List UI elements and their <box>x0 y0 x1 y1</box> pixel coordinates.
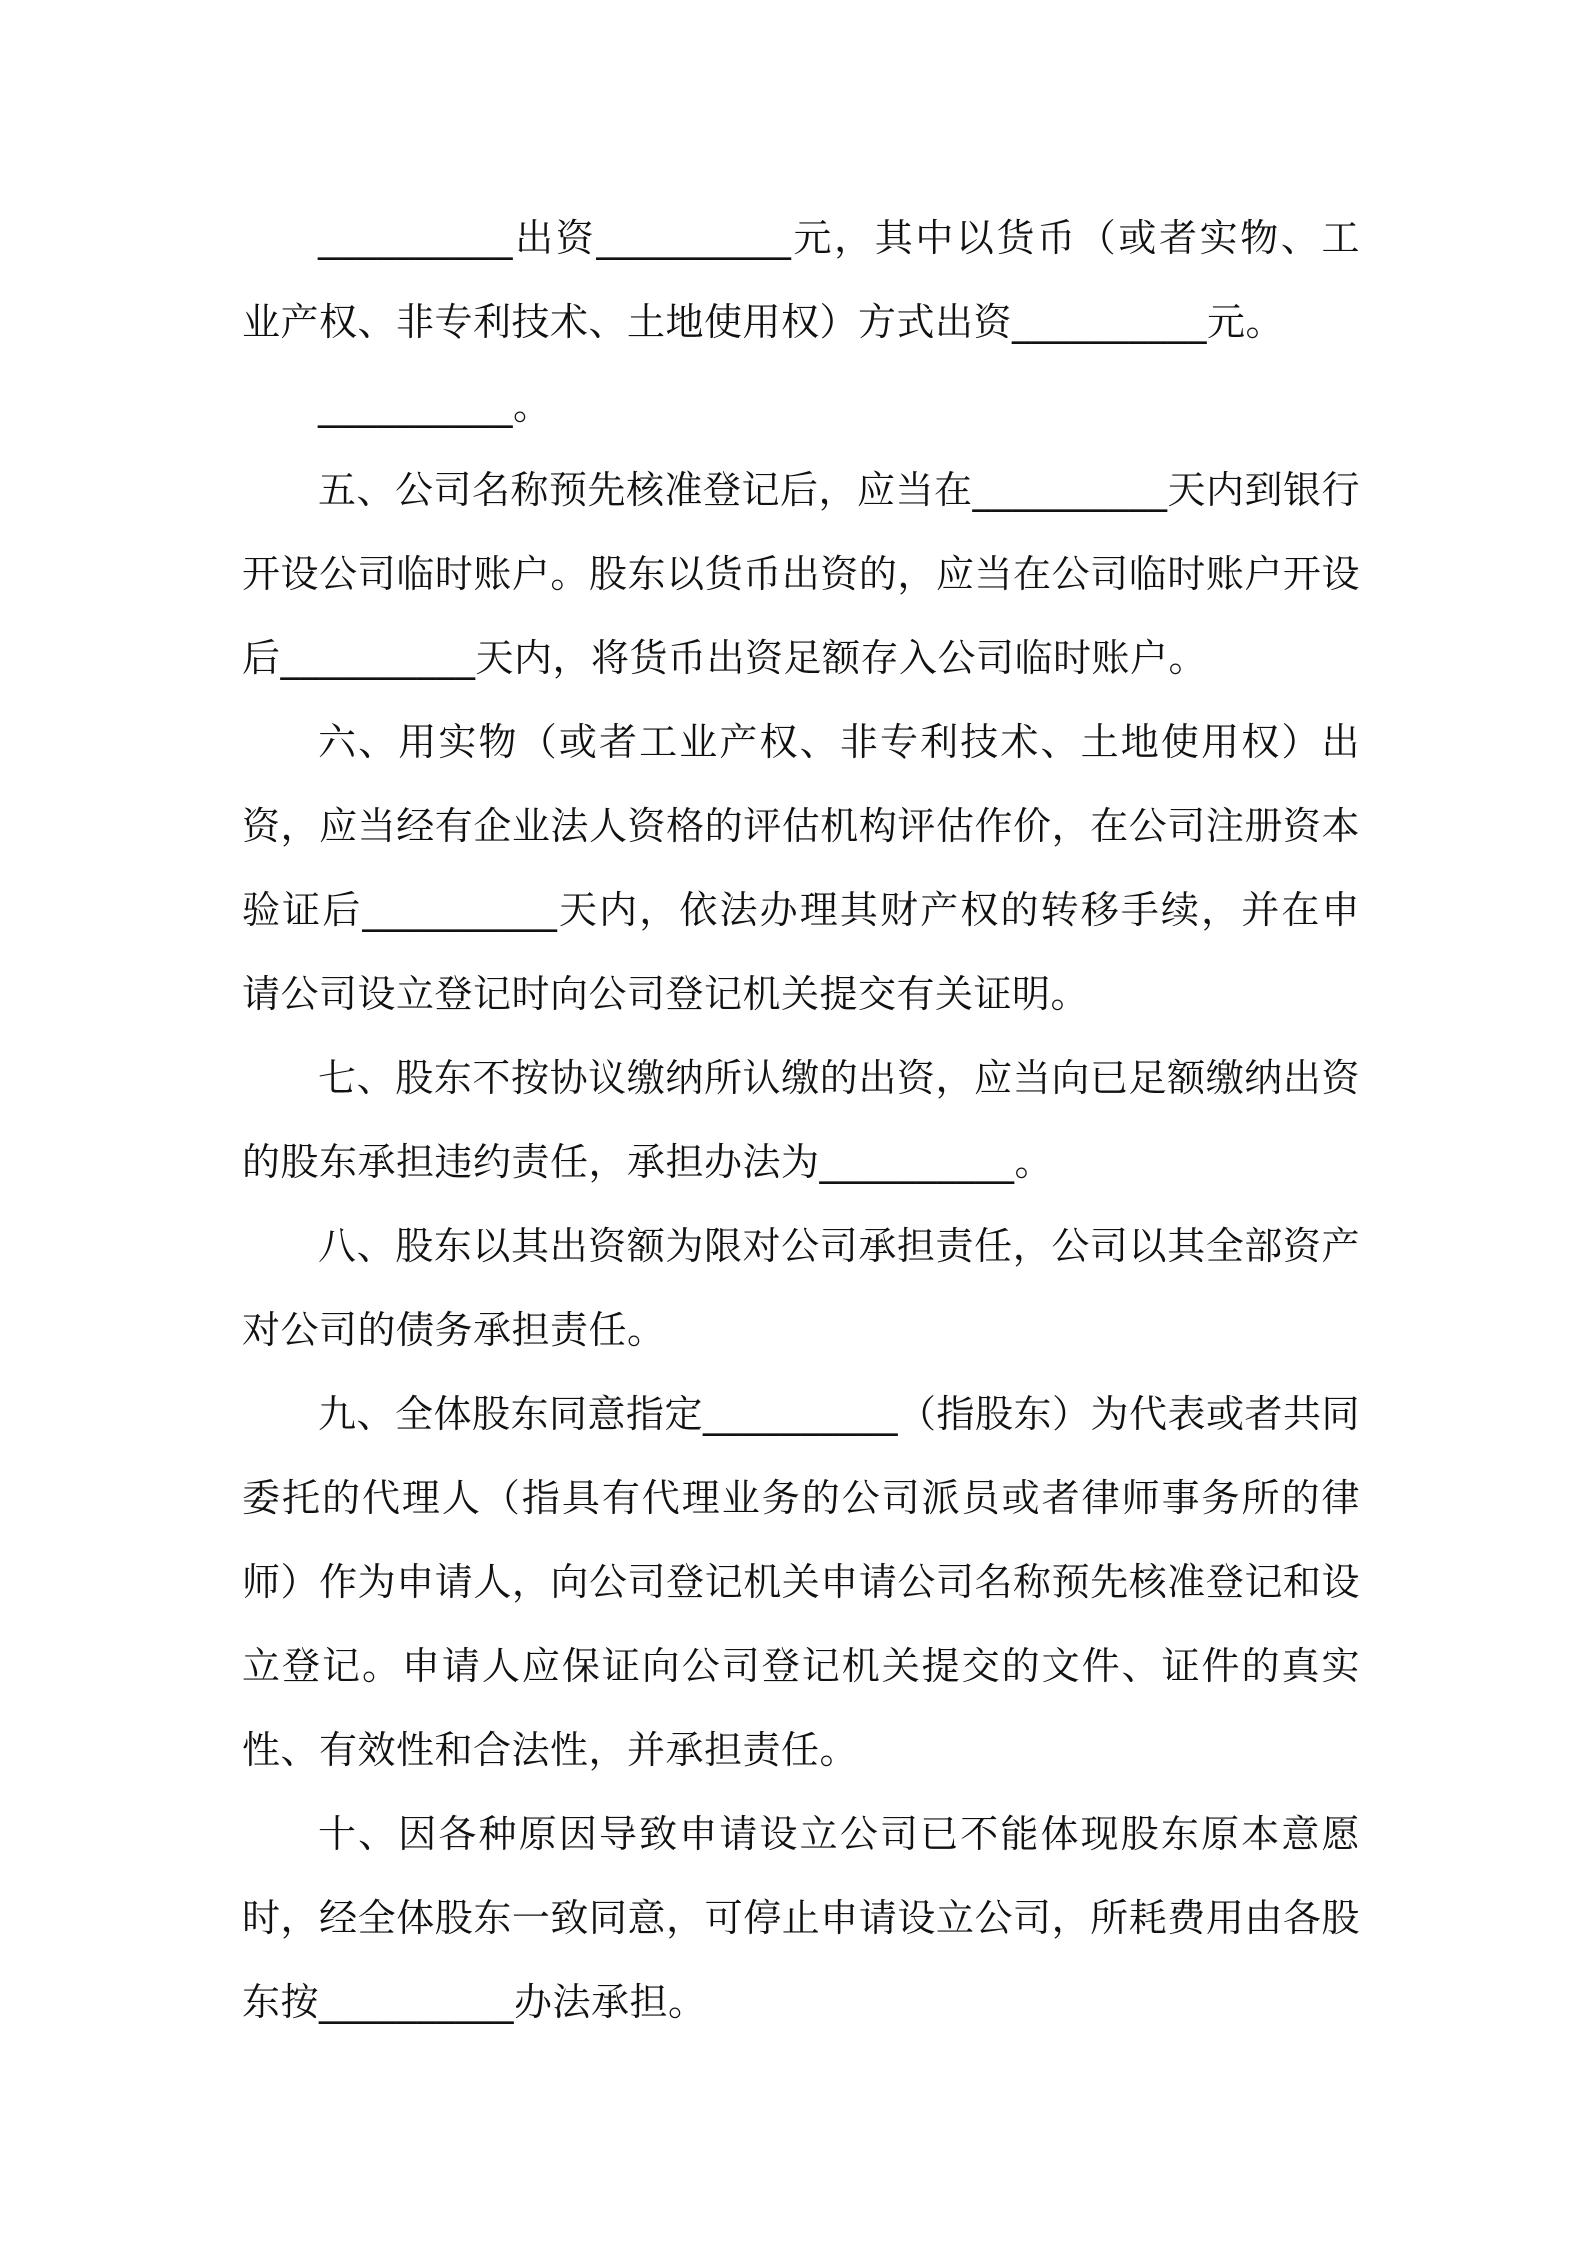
paragraph-clause-6: 六、用实物（或者工业产权、非专利技术、土地使用权）出资，应当经有企业法人资格的评估机构评估作价，在公司注册资本验证后__________天内，依法办理其财产权的转移手续，并在申请公司设立登记时向公司登记机关提交有关证明。 <box>242 720 1360 1016</box>
paragraph-clause-9: 九、全体股东同意指定__________（指股东）为代表或者共同委托的代理人（指具有代理业务的公司派员或者律师事务所的律师）作为申请人，向公司登记机关申请公司名称预先核准登记和设立登记。申请人应保证向公司登记机关提交的文件、证件的真实性、有效性和合法性，并承担责任。 <box>242 1392 1361 1772</box>
paragraph-capital-contribution: __________出资__________元，其中以货币（或者实物、工业产权、非专利技术、土地使用权）方式出资__________元。 <box>242 216 1360 344</box>
paragraph-clause-5: 五、公司名称预先核准登记后，应当在__________天内到银行开设公司临时账户。股东以货币出资的，应当在公司临时账户开设后__________天内，将货币出资足额存入公司临时账户。 <box>242 468 1361 680</box>
paragraph-blank-line: __________。 <box>318 384 552 428</box>
paragraph-clause-10: 十、因各种原因导致申请设立公司已不能体现股东原本意愿时，经全体股东一致同意，可停止申请设立公司，所耗费用由各股东按__________办法承担。 <box>242 1812 1360 2024</box>
document-body <box>242 196 1360 2044</box>
paragraph-clause-8: 八、股东以其出资额为限对公司承担责任，公司以其全部资产对公司的债务承担责任。 <box>242 1224 1360 1352</box>
paragraph-clause-7: 七、股东不按协议缴纳所认缴的出资，应当向已足额缴纳出资的股东承担违约责任，承担办法为__________。 <box>242 1056 1360 1184</box>
